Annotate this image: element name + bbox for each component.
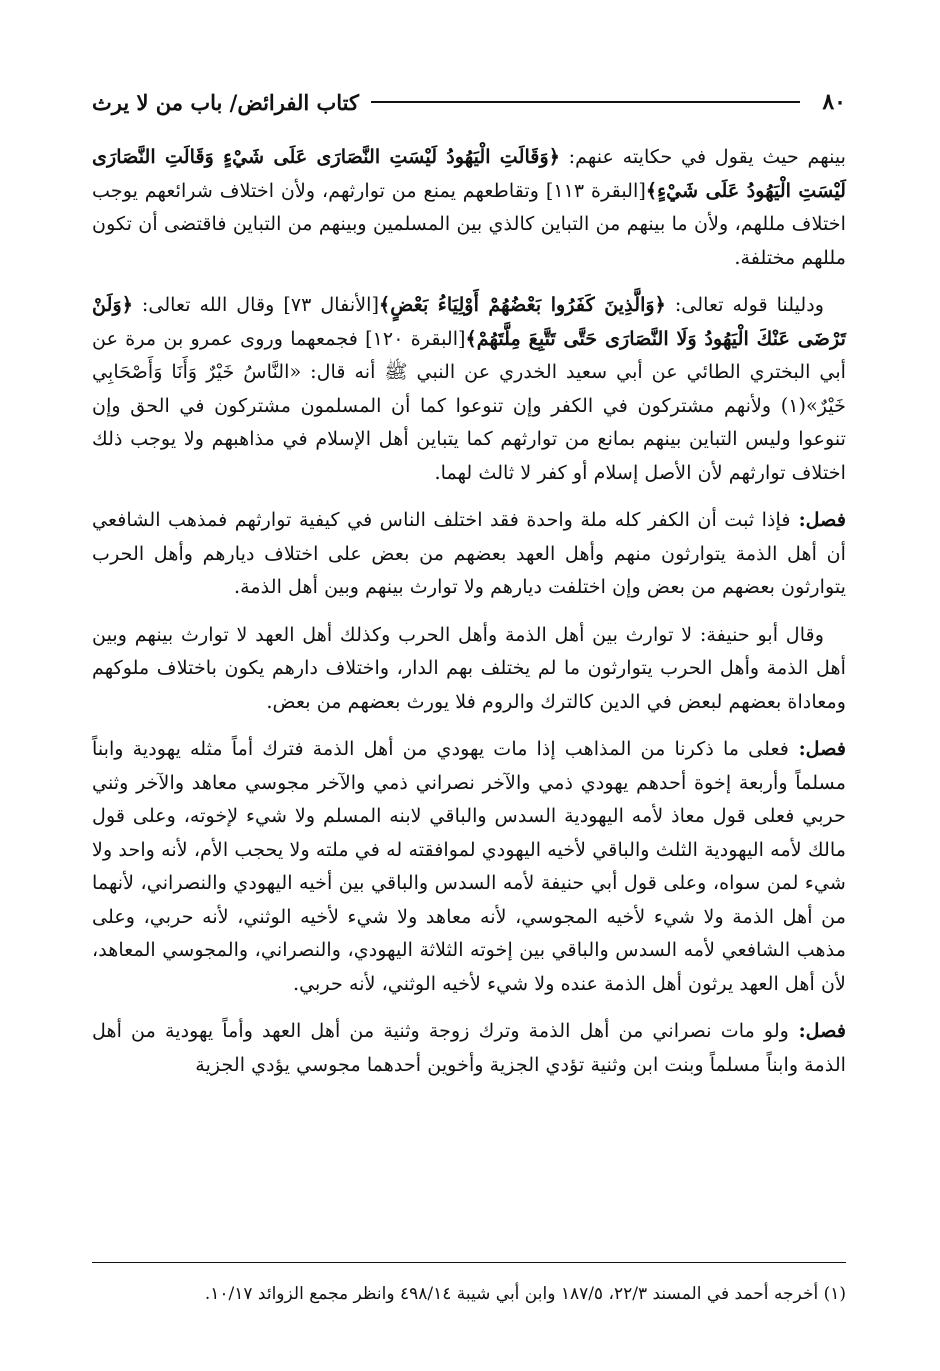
footnote: (١) أخرجه أحمد في المسند ٢٢/٣، ١٨٧/٥ وابن أبي شيبة ٤٩٨/١٤ وانظر مجمع الزوائد ١٠/١٧. — [204, 1284, 846, 1304]
text-run: [الأنفال ٧٣] وقال الله تعالى: — [132, 293, 379, 316]
page-header — [92, 84, 846, 120]
text-run: وقال أبو حنيفة: لا توارث بين أهل الذمة وأهل الحرب وكذلك أهل العهد لا توارث بينهم وبين أهل الذمة وأهل الحرب يتوارثون ما لم يختلف بهم الدار، واختلاف دارهم يكون باختلاف ملوكهم ومعاداة بعضهم لبعض في الدين كالترك والروم فلا يورث بعضهم من بعض. — [92, 622, 846, 713]
page-number: ٨٠ — [822, 89, 846, 115]
paragraph-6 — [92, 1014, 846, 1081]
text-run: [البقرة ١٢٠] فجمعهما وروى عمرو بن مرة عن أبي البختري الطائي عن أبي سعيد الخدري عن النبي ﷺ أنه قال: «النَّاسُ خَيْرٌ وَأَنَا وَأَصْحَابِي خَيْرٌ»(١) ولأنهم مشتركون في الكفر وإن تنوعوا كما أن المسلمون مشتركون في الحق وإن تنوعوا وليس التباين بينهم بمانع من توارثهم كما يتباين أهل الإسلام في مذاهبهم ولا يوجب ذلك اختلاف توارثهم لأن الأصل إسلام أو كفر لا ثالث لهما. — [92, 326, 846, 484]
section-heading: فصل: — [788, 737, 847, 760]
header-rule — [371, 101, 800, 103]
text-run: ولو مات نصراني من أهل الذمة وترك زوجة وثنية من أهل العهد وأماً يهودية من أهل الذمة وابناً مسلماً وبنت ابن وثنية تؤدي الجزية وأخوين أحدهما مجوسي يؤدي الجزية — [92, 1019, 846, 1076]
paragraph-4 — [92, 618, 846, 719]
running-title: كتاب الفرائض/ باب من لا يرث — [92, 89, 360, 115]
text-run: فعلى ما ذكرنا من المذاهب إذا مات يهودي من أهل الذمة فترك أماً مثله يهودية وابناً مسلماً وأربعة إخوة أحدهم يهودي ذمي والآخر نصراني ذمي والآخر مجوسي معاهد والآخر وثني حربي فعلى قول معاذ لأمه اليهودية السدس والباقي لابنه المسلم ولا شيء لإخوته، وعلى قول مالك لأمه اليهودية الثلث والباقي لأخيه اليهودي لموافقته له في ملته ولا يحجب الأم، لأنه واحد ولا شيء لمن سواه، وعلى قول أبي حنيفة لأمه السدس والباقي بين أخيه اليهودي والنصراني، لأنهما من أهل الذمة ولا شيء لأخيه المجوسي، لأنه معاهد ولا شيء لأخيه الوثني، لأنه حربي، وعلى مذهب الشافعي لأمه السدس والباقي بين إخوته الثلاثة اليهودي، والنصراني، والمجوسي المعاهد، لأن أهل العهد يرثون أهل الذمة عنده ولا شيء لأخيه الوثني، لأنه حربي. — [92, 737, 846, 995]
quran-verse: ﴿وَلَنْ تَرْضَى عَنْكَ الْيَهُودُ وَلَا النَّصَارَى حَتَّى تَتَّبِعَ مِلَّتَهُمْ﴾ — [92, 293, 846, 350]
section-heading: فصل: — [788, 1019, 846, 1042]
text-run: [البقرة ١١٣] وتقاطعهم يمنع من توارثهم، ولأن اختلاف شرائعهم يوجب اختلاف مللهم، ولأن ما بينهم من التباين كالذي بين المسلمين وبينهم من التباين فاقتضى أن تكون مللهم مختلفة. — [92, 178, 846, 269]
paragraph-5 — [92, 732, 846, 1000]
text-run: بينهم حيث يقول في حكايته عنهم: — [560, 145, 846, 168]
main-text — [92, 140, 846, 1095]
section-heading: فصل: — [790, 508, 846, 531]
quran-verse: ﴿وَالَّذِينَ كَفَرُوا بَعْضُهُمْ أَوْلِيَاءُ بَعْضٍ﴾ — [378, 293, 666, 316]
paragraph-1 — [92, 140, 846, 274]
paragraph-2 — [92, 288, 846, 489]
quran-verse: ﴿وَقَالَتِ الْيَهُودُ لَيْسَتِ النَّصَارَى عَلَى شَيْءٍ وَقَالَتِ النَّصَارَى لَيْسَتِ الْيَهُودُ عَلَى شَيْءٍ﴾ — [92, 145, 846, 202]
text-run: فإذا ثبت أن الكفر كله ملة واحدة فقد اختلف الناس في كيفية توارثهم فمذهب الشافعي أن أهل الذمة يتوارثون منهم وأهل العهد بعضهم من بعض على اختلاف ديارهم وأهل الحرب يتوارثون بعضهم من بعض وإن اختلفت ديارهم ولا توارث بينهم وبين أهل الذمة. — [92, 508, 846, 598]
footnote-rule — [92, 1262, 846, 1263]
text-run: ودليلنا قوله تعالى: — [665, 293, 825, 316]
paragraph-3 — [92, 503, 846, 604]
